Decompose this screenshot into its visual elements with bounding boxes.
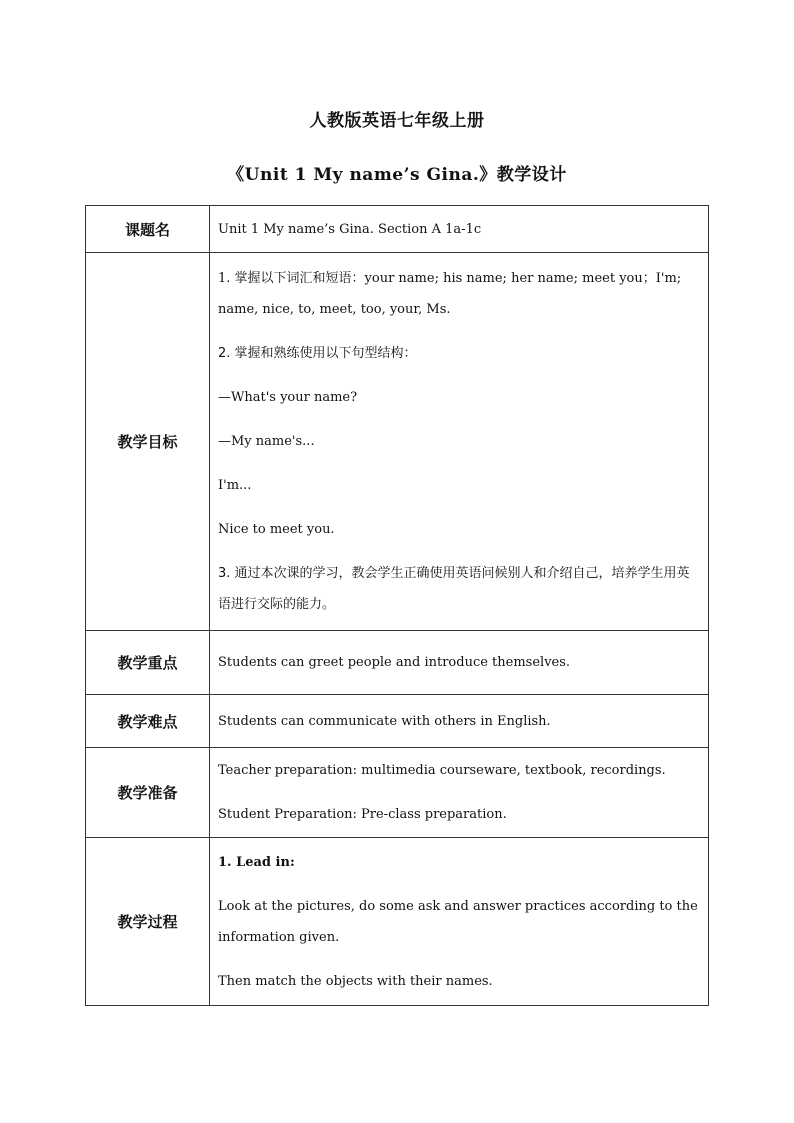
objective-line: 1. 掌握以下词汇和短语：your name; his name; her name; meet you；I'm; name, nice, to, meet, too, your, Ms. (218, 271, 682, 317)
preparation-line: Teacher preparation: multimedia courseware, textbook, recordings. (218, 763, 666, 778)
preparation-content (210, 748, 709, 838)
objective-line: —My name's... (218, 434, 315, 449)
topic-text: Unit 1 My name’s Gina. Section A 1a-1c (210, 206, 709, 253)
table-row-process (86, 838, 709, 1006)
difficulties-text: Students can communicate with others in English. (210, 695, 709, 748)
process-content (210, 838, 709, 1006)
key-points-text: Students can greet people and introduce themselves. (210, 631, 709, 695)
process-line: Then match the objects with their names. (218, 973, 493, 989)
row-label-preparation: 教学准备 (86, 748, 210, 838)
row-label-key-points: 教学重点 (86, 631, 210, 695)
table-row-topic (86, 206, 709, 253)
table-row-difficulties (86, 695, 709, 748)
objective-line: Nice to meet you. (218, 522, 335, 537)
row-label-difficulties: 教学难点 (86, 695, 210, 748)
process-heading: 1. Lead in: (218, 854, 295, 870)
table-row-preparation (86, 748, 709, 838)
objectives-content (210, 253, 709, 631)
process-line: Look at the pictures, do some ask and answer practices according to the information given. (218, 898, 698, 945)
row-label-objectives: 教学目标 (86, 253, 210, 631)
document-subtitle: 《Unit 1 My name’s Gina.》教学设计 (227, 165, 567, 185)
objective-line: —What's your name? (218, 390, 358, 405)
preparation-line: Student Preparation: Pre-class preparation. (218, 807, 507, 822)
row-label-topic: 课题名 (86, 206, 210, 253)
lesson-plan-table (85, 205, 709, 1006)
objective-line: 2. 掌握和熟练使用以下句型结构： (218, 346, 417, 361)
table-row-key-points (86, 631, 709, 695)
objective-line: 3. 通过本次课的学习，教会学生正确使用英语问候别人和介绍自己，培养学生用英语进行交际的能力。 (218, 566, 690, 612)
document-title: 人教版英语七年级上册 (309, 111, 485, 131)
row-label-process: 教学过程 (86, 838, 210, 1006)
table-row-objectives (86, 253, 709, 631)
objective-line: I'm... (218, 478, 252, 493)
